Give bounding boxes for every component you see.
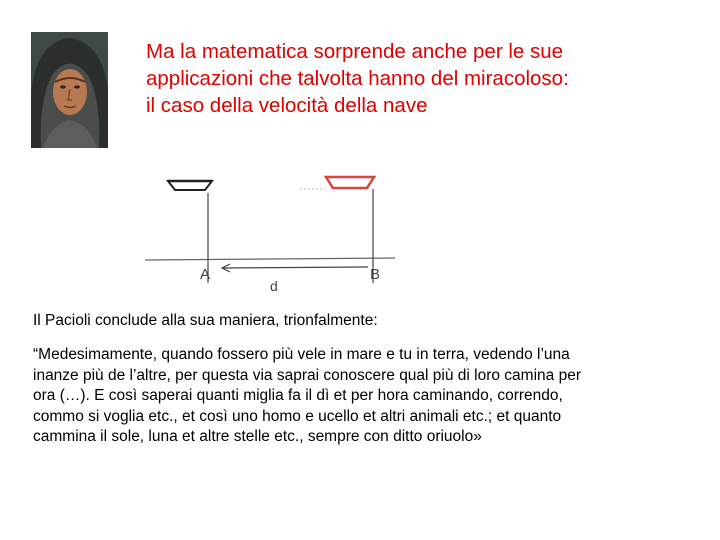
label-d: d <box>270 278 278 294</box>
quote-line-1: “Medesimamente, quando fossero più vele in mare e tu in terra, vedendo l’una <box>33 346 570 363</box>
ship-right-icon <box>326 177 374 188</box>
title-line-2: applicazioni che talvolta hanno del miracoloso: <box>146 67 569 90</box>
quote-line-4: commo si voglia etc., et così uno homo e ucello et altri animali etc.; et quanto <box>33 407 562 425</box>
distance-arrow <box>222 267 368 268</box>
ship-left-icon <box>168 181 212 190</box>
horizon-line <box>145 258 395 260</box>
quote-line-2: inanze più de l’altre, per questa via saprai conoscere qual più di loro camina per <box>33 366 581 384</box>
label-b: B <box>370 266 381 283</box>
slide-title <box>146 38 706 119</box>
quote-line-3: ora (…). E così saperai quanti miglia fa il dì et per hora caminando, correndo, <box>33 387 563 405</box>
title-line-3: il caso della velocità della nave <box>146 94 428 117</box>
intro-text: Il Pacioli conclude alla sua maniera, trionfalmente: <box>33 312 378 329</box>
pacioli-portrait <box>31 32 108 148</box>
quote-line-5: cammina il sole, luna et altre stelle etc., sempre con ditto oriuolo» <box>33 428 482 446</box>
diagram-svg <box>140 165 400 300</box>
ship-speed-diagram <box>140 165 400 300</box>
title-line-1: Ma la matematica sorprende anche per le sue <box>146 40 564 63</box>
label-a: A <box>200 266 211 283</box>
pacioli-quote <box>33 345 703 448</box>
portrait-image <box>31 32 108 148</box>
